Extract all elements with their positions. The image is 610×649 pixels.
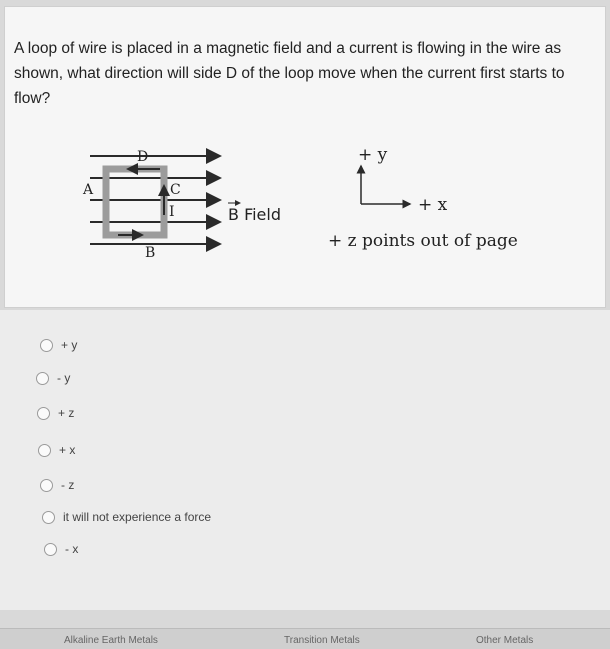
- radio-icon[interactable]: [44, 543, 57, 556]
- option-plus-y[interactable]: [40, 338, 77, 352]
- bar-item-other: Other Metals: [476, 635, 534, 646]
- label-d: D: [137, 149, 149, 165]
- question-text: A loop of wire is placed in a magnetic field and a current is flowing in the wire as shown, what direction will side D of the loop move when the current first starts to flow?: [14, 40, 565, 107]
- label-b: B: [145, 245, 156, 261]
- option-label: - x: [65, 542, 79, 556]
- option-label: + y: [61, 338, 78, 352]
- radio-icon[interactable]: [42, 511, 55, 524]
- label-plus-x: + x: [418, 195, 448, 215]
- radio-icon[interactable]: [36, 372, 49, 385]
- answer-options: [0, 310, 610, 610]
- option-label: - z: [61, 478, 75, 492]
- label-z-note: + z points out of page: [328, 231, 518, 251]
- bar-item-transition: Transition Metals: [284, 635, 360, 646]
- option-label: it will not experience a force: [63, 510, 212, 524]
- radio-icon[interactable]: [40, 339, 53, 352]
- label-plus-y: + y: [358, 145, 388, 165]
- periodic-table-strip: [0, 628, 610, 649]
- bar-item-alkaline-earth: Alkaline Earth Metals: [64, 635, 158, 646]
- option-plus-z[interactable]: [37, 406, 74, 420]
- option-no-force[interactable]: [42, 510, 211, 524]
- option-label: + x: [59, 443, 76, 457]
- radio-icon[interactable]: [38, 444, 51, 457]
- option-label: - y: [57, 371, 71, 385]
- label-a: A: [83, 182, 94, 198]
- label-c: C: [170, 182, 181, 198]
- magnetic-field-diagram: [0, 0, 610, 310]
- option-minus-z[interactable]: [40, 478, 74, 492]
- label-b-field: B Field: [228, 205, 281, 224]
- option-minus-y[interactable]: [36, 371, 70, 385]
- option-plus-x[interactable]: [38, 443, 75, 457]
- option-minus-x[interactable]: [44, 542, 78, 556]
- label-i: I: [169, 204, 175, 220]
- radio-icon[interactable]: [37, 407, 50, 420]
- radio-icon[interactable]: [40, 479, 53, 492]
- option-label: + z: [58, 406, 75, 420]
